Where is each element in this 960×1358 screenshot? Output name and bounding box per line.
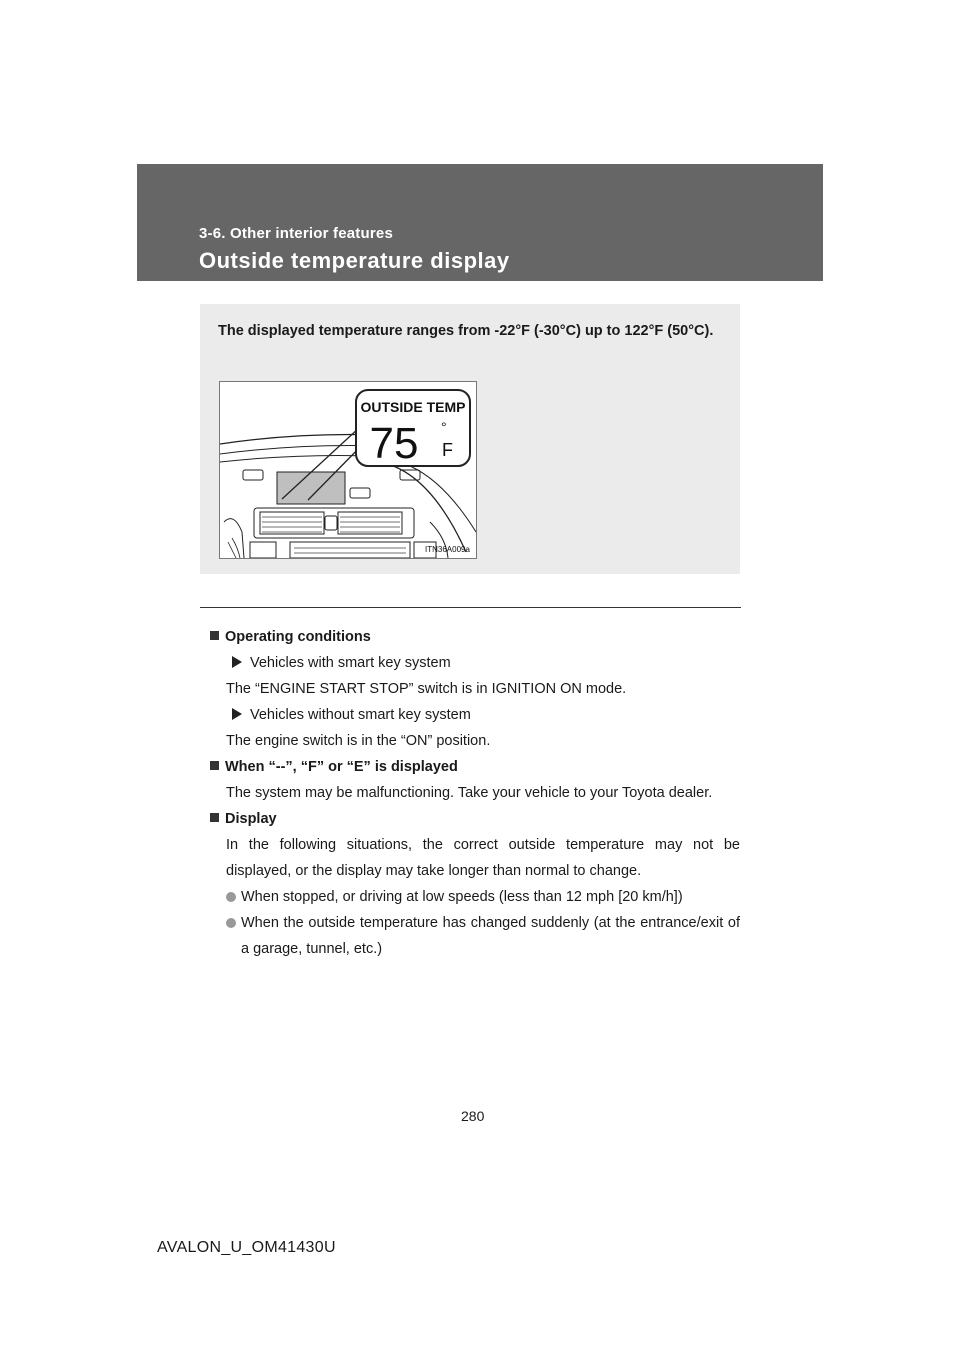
outside-temp-label: OUTSIDE TEMP xyxy=(360,399,466,415)
when-displayed-text: The system may be malfunctioning. Take your vehicle to your Toyota dealer. xyxy=(226,785,713,801)
smart-key-subheading: Vehicles with smart key system xyxy=(210,650,740,676)
smart-key-text: The “ENGINE START STOP” switch is in IGNITION ON mode. xyxy=(226,681,627,697)
list-item: When the outside temperature has changed suddenly (at the entrance/exit of a garage, tunnel, etc.) xyxy=(210,910,740,962)
intro-text: The displayed temperature ranges from -22°F (-30°C) up to 122°F (50°C). xyxy=(218,323,714,339)
circle-bullet-icon xyxy=(226,918,236,928)
no-smart-key-text: The engine switch is in the “ON” position. xyxy=(226,733,491,749)
dashboard-illustration xyxy=(219,381,477,559)
operating-conditions-heading: Operating conditions xyxy=(210,624,740,650)
triangle-pointer-icon xyxy=(232,656,242,668)
display-heading: Display xyxy=(210,806,740,832)
display-text: In the following situations, the correct outside temperature may not be displayed, or the display may take longer than normal to change. xyxy=(226,837,740,879)
square-bullet-icon xyxy=(210,761,219,770)
page-number: 280 xyxy=(461,1108,485,1124)
square-bullet-icon xyxy=(210,631,219,640)
notes-content xyxy=(210,624,740,962)
triangle-pointer-icon xyxy=(232,708,242,720)
temperature-value: 75 xyxy=(369,419,419,468)
square-bullet-icon xyxy=(210,813,219,822)
when-displayed-heading: When “--”, “F” or “E” is displayed xyxy=(210,754,740,780)
circle-bullet-icon xyxy=(226,892,236,902)
section-divider xyxy=(200,607,741,608)
page-title: Outside temperature display xyxy=(199,248,510,273)
section-label: 3-6. Other interior features xyxy=(199,225,393,242)
figure-code: ITN36A009a xyxy=(425,545,470,554)
degree-symbol: ° xyxy=(441,419,447,435)
dashboard-drawing xyxy=(220,382,476,558)
list-item: When stopped, or driving at low speeds (less than 12 mph [20 km/h]) xyxy=(210,884,740,910)
section-header-bar xyxy=(137,164,823,281)
no-smart-key-subheading: Vehicles without smart key system xyxy=(210,702,740,728)
document-code: AVALON_U_OM41430U xyxy=(157,1239,336,1256)
intro-box xyxy=(200,304,740,574)
unit-symbol: F xyxy=(442,440,453,460)
